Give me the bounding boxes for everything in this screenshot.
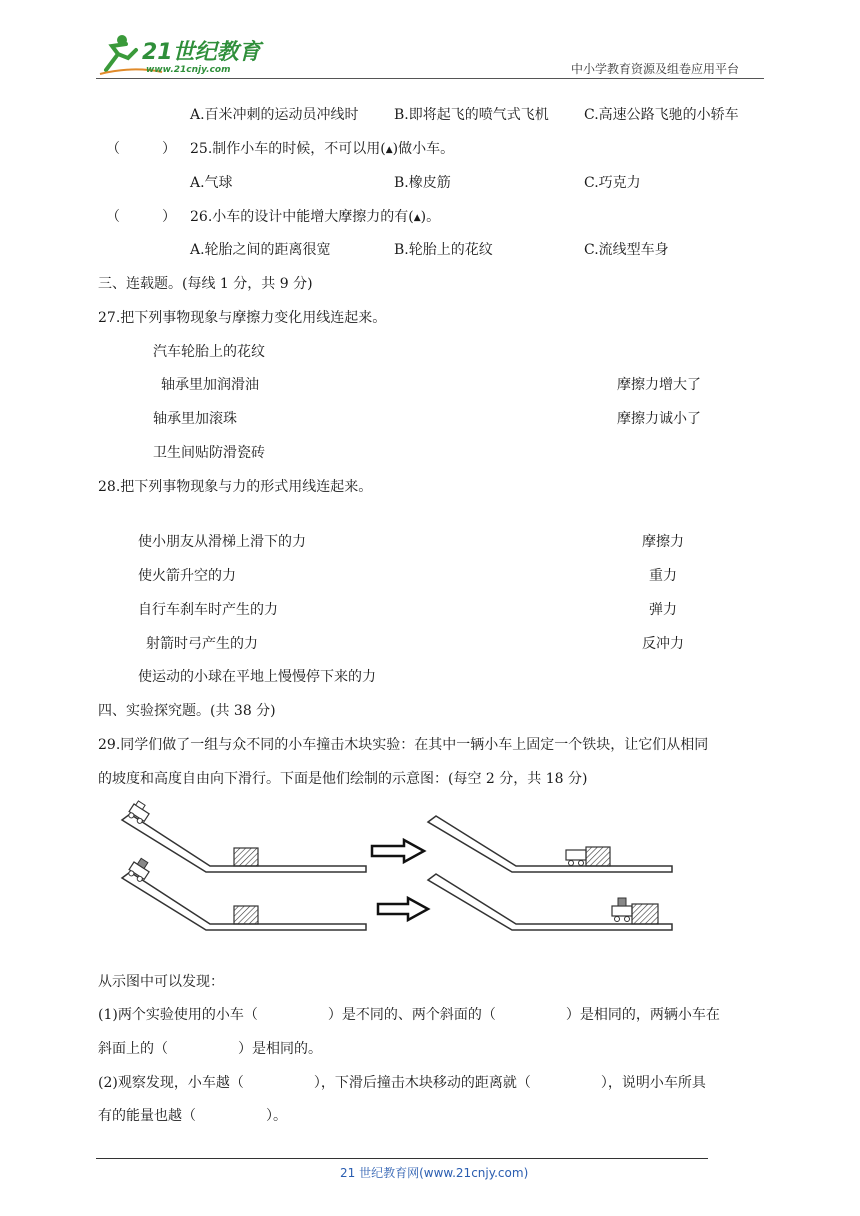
q27-left-item: 轴承里加润滑油 (161, 377, 259, 393)
q29-part2-line: 有的能量也越（ ）。 (98, 1108, 287, 1124)
q25-option-b: B.橡皮筋 (394, 175, 451, 191)
q26-question: 26.小车的设计中能增大摩擦力的有(▲)。 (190, 209, 441, 225)
cart-collision-diagram (118, 800, 684, 936)
q26-option-c: C.流线型车身 (584, 242, 669, 258)
footer-text: 21 世纪教育网(www.21cnjy.com) (340, 1166, 529, 1180)
q28-right-item: 摩擦力 (642, 534, 684, 550)
logo-title: 21世纪教育 (142, 40, 261, 65)
q29-finding: 从示图中可以发现： (98, 974, 224, 990)
q28-title: 28.把下列事物现象与力的形式用线连起来。 (98, 479, 373, 495)
q26-option-b: B.轮胎上的花纹 (394, 242, 493, 258)
header-divider (96, 78, 764, 79)
ramp-top-left (122, 800, 366, 872)
q28-left-item: 自行车刹车时产生的力 (138, 602, 278, 618)
q27-right-item: 摩擦力增大了 (617, 377, 701, 393)
wood-block (234, 848, 258, 866)
q25-option-a: A.气球 (190, 175, 233, 191)
q29-part2-line: (2)观察发现，小车越（ ），下滑后撞击木块移动的距离就（ ），说明小车所具 (98, 1075, 706, 1091)
triangle-icon: ▲ (385, 145, 393, 155)
q27-left-item: 卫生间贴防滑瓷砖 (153, 445, 265, 461)
triangle-icon: ▲ (413, 213, 421, 223)
q29-part1-line: (1)两个实验使用的小车（ ）是不同的、两个斜面的（ ）是相同的，两辆小车在 (98, 1007, 720, 1023)
q26-answer-bracket: （ ） (106, 209, 176, 225)
q27-left-item: 轴承里加滚珠 (153, 411, 237, 427)
wood-block (586, 847, 610, 866)
q29-part1-line: 斜面上的（ ）是相同的。 (98, 1041, 322, 1057)
q24-option-b: B.即将起飞的喷气式飞机 (394, 107, 549, 123)
q25-answer-bracket: （ ） (106, 141, 176, 157)
q25-question: 25.制作小车的时候，不可以用(▲)做小车。 (190, 141, 455, 157)
q28-left-item: 使火箭升空的力 (138, 568, 236, 584)
q24-option-c: C.高速公路飞驰的小轿车 (584, 107, 739, 123)
q29-text-line: 的坡度和高度自由向下滑行。下面是他们绘制的示意图：(每空 2 分，共 18 分) (98, 771, 588, 787)
q27-right-item: 摩擦力诚小了 (617, 411, 701, 427)
wood-block (632, 904, 658, 924)
q28-right-item: 重力 (649, 568, 677, 584)
cart-icon (566, 850, 586, 866)
cart-with-iron-icon (612, 898, 632, 922)
logo-url: www.21cnjy.com (146, 65, 231, 75)
section-3-heading: 三、连载题。(每线 1 分，共 9 分) (98, 276, 313, 292)
q28-left-item: 射箭时弓产生的力 (146, 636, 258, 652)
footer-divider (96, 1158, 708, 1159)
platform-name: 中小学教育资源及组卷应用平台 (571, 62, 740, 76)
arrow-right-icon (372, 840, 424, 862)
q24-option-a: A.百米冲刺的运动员冲线时 (190, 107, 359, 123)
site-logo (92, 30, 262, 78)
q25-option-c: C.巧克力 (584, 175, 641, 191)
arrow-right-icon (378, 898, 428, 920)
wood-block (234, 906, 258, 924)
q28-left-item: 使小朋友从滑梯上滑下的力 (138, 534, 306, 550)
q27-left-item: 汽车轮胎上的花纹 (153, 344, 265, 360)
ramp-top-right (428, 816, 672, 872)
section-4-heading: 四、实验探究题。(共 38 分) (98, 703, 276, 719)
q28-left-item: 使运动的小球在平地上慢慢停下来的力 (138, 669, 376, 685)
q27-title: 27.把下列事物现象与摩擦力变化用线连起来。 (98, 310, 387, 326)
q28-right-item: 反冲力 (642, 636, 684, 652)
ramp-bottom-right (428, 874, 672, 930)
q26-option-a: A.轮胎之间的距离很宽 (190, 242, 331, 258)
q28-right-item: 弹力 (649, 602, 677, 618)
q29-text-line: 29.同学们做了一组与众不同的小车撞击木块实验：在其中一辆小车上固定一个铁块，让它们从相同 (98, 737, 709, 753)
